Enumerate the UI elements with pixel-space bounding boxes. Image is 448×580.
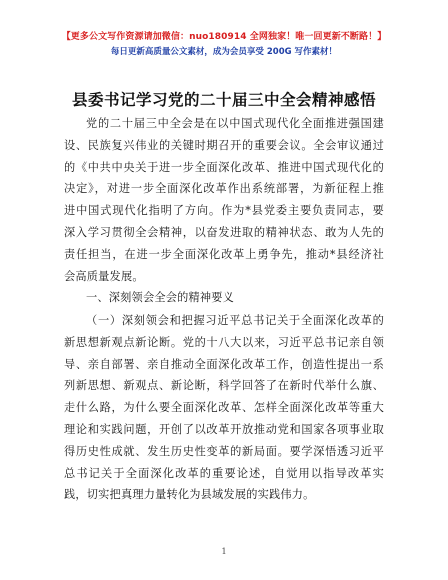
banner-line-wechat: 【更多公文写作资源请加微信：nuo180914 全网独家！唯一回更新不断路！】 [61,32,387,42]
text-line: 得历史性成就、发生历史性变革的新局面。要学深悟透习近平 [64,444,384,458]
section-heading-text: 一、深刻领会全会的精神要义 [86,291,235,304]
text-line: 深入学习贯彻全会精神，以奋发进取的精神状态、敢为人先的 [64,225,384,239]
text-line: 责任担当，在进一步全面深化改革上勇争先，推动*县经济社 [64,247,384,261]
text-line: 导、亲自部署、亲自推动全面深化改革工作，创造性提出一系 [64,357,384,371]
promo-banner [0,30,448,59]
text-line: 党的二十届三中全会是在以中国式现代化全面推进强国建 [86,117,384,130]
text-line: 新思想新观点新论断。党的十八大以来，习近平总书记亲自领 [64,335,384,349]
text-line: 决定》，对进一步全面深化改革作出系统部署，为新征程上推 [64,182,384,196]
paragraph-section-one [64,310,384,506]
text-line: 总书记关于全面深化改革的重要论述，自觉用以指导改革实 [64,466,384,480]
paragraph-intro [64,113,384,287]
banner-line-membership: 每日更新高质量公文素材，成为会员享受 200G 写作素材！ [110,47,338,57]
text-line: 践，切实把真理力量转化为县域发展的实践伟力。 [64,488,315,502]
page-number: 1 [221,547,227,556]
text-line: 走什么路，为什么要全面深化改革、怎样全面深化改革等重大 [64,401,384,415]
text-line: 进中国式现代化指明了方向。作为*县党委主要负责同志，要 [64,204,384,218]
text-line: 会高质量发展。 [64,269,144,283]
text-line: 设、民族复兴伟业的关键时期召开的重要会议。全会审议通过 [64,138,384,152]
document-title: 县委书记学习党的二十届三中全会精神感悟 [71,91,376,109]
text-line: 理论和实践问题，开创了以改革开放推动党和国家各项事业取 [64,422,384,436]
section-heading [64,287,384,309]
text-line: 的《中共中央关于进一步全面深化改革、推进中国式现代化的 [64,160,384,174]
text-line: （一）深刻领会和把握习近平总书记关于全面深化改革的 [86,314,384,327]
text-line: 列新思想、新观点、新论断，科学回答了在新时代举什么旗、 [64,379,384,393]
